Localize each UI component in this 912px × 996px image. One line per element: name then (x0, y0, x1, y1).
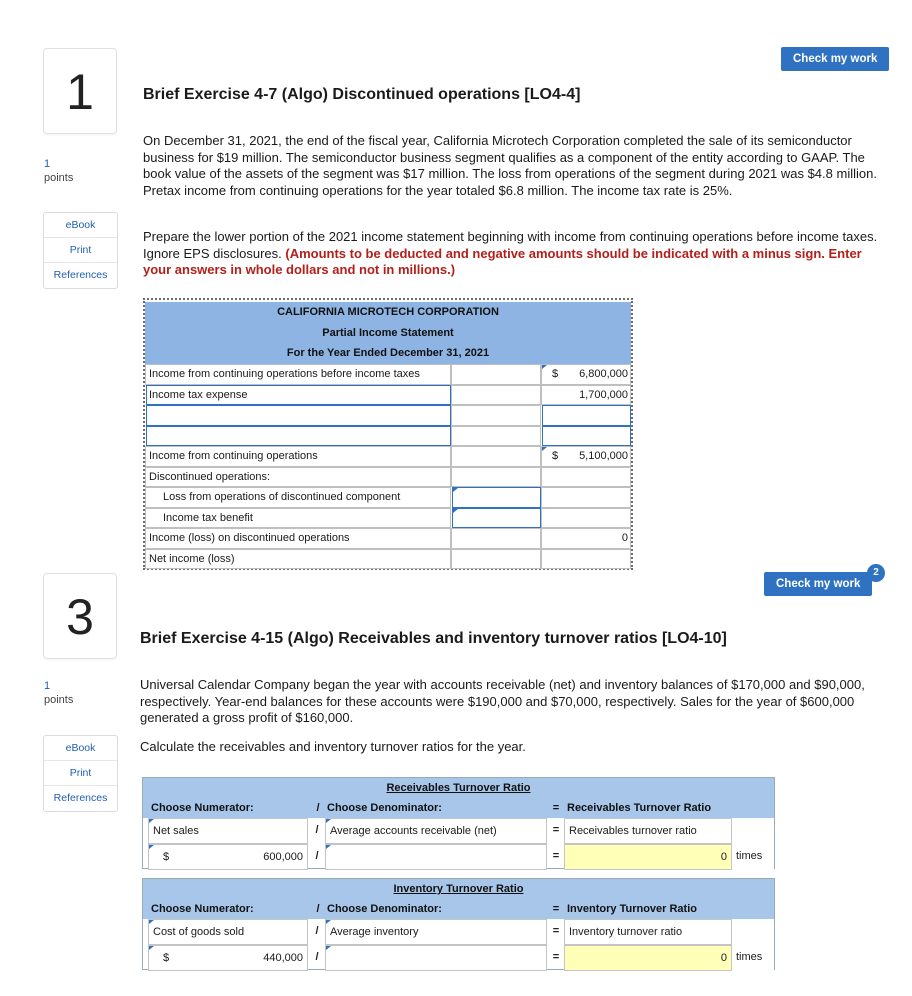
denominator-select[interactable]: Average accounts receivable (net) (325, 818, 547, 844)
amount-cell[interactable] (451, 426, 541, 447)
total-cell[interactable] (541, 549, 631, 570)
instructions (143, 229, 888, 279)
numerator-input[interactable] (148, 844, 308, 870)
denominator-header: Choose Denominator: (327, 798, 442, 818)
total-input[interactable] (542, 426, 631, 447)
cell-flag-icon (326, 946, 331, 950)
cell-flag-icon (542, 447, 547, 451)
cell-flag-icon (149, 845, 154, 849)
row-label: Income (loss) on discontinued operations (149, 532, 350, 544)
divide-symbol: / (315, 850, 319, 862)
equals-symbol: = (552, 951, 560, 963)
cell-flag-icon (453, 509, 458, 513)
numerator-select[interactable]: Cost of goods sold (148, 919, 308, 945)
row-label: Loss from operations of discontinued component (163, 491, 401, 503)
statement-company: CALIFORNIA MICROTECH CORPORATION (145, 302, 631, 323)
question-number: 1 (43, 48, 117, 134)
points-label: points (44, 172, 74, 184)
inventory-ratio-table (142, 878, 775, 970)
currency: $ (552, 450, 559, 462)
amount-input[interactable] (452, 487, 541, 508)
input-label-cell[interactable] (146, 405, 451, 426)
cell-flag-icon (326, 920, 331, 924)
question-number: 3 (43, 573, 117, 659)
numerator-select[interactable]: Net sales (148, 818, 308, 844)
instructions-text: Prepare the lower portion of the 2021 income statement beginning with income from continuing operations before income taxes. Ignore EPS disclosures. (143, 229, 878, 261)
print-link[interactable]: Print (44, 761, 117, 786)
receivables-ratio-table (142, 777, 775, 869)
cell-flag-icon (326, 819, 331, 823)
row-label: Net income (loss) (149, 552, 235, 565)
amount-cell (451, 528, 541, 549)
receivables-title: Receivables Turnover Ratio (386, 782, 531, 794)
ebook-link[interactable]: eBook (44, 213, 117, 238)
row-label: Income tax benefit (163, 511, 253, 524)
total-cell (541, 467, 631, 488)
ebook-link[interactable]: eBook (44, 736, 117, 761)
result-header: Inventory Turnover Ratio (567, 899, 697, 919)
points-value: 1 (44, 680, 51, 692)
amount-input[interactable] (452, 508, 541, 529)
instructions-note: (Amounts to be deducted and negative amounts should be indicated with a minus sign. Enter your answers in whole dollars and not in millions.) (143, 245, 862, 277)
inventory-title: Inventory Turnover Ratio (393, 883, 524, 895)
result-label: Receivables turnover ratio (564, 818, 732, 844)
references-link[interactable]: References (53, 269, 108, 281)
denominator-select[interactable]: Average inventory (325, 919, 547, 945)
divide-symbol: / (311, 798, 325, 818)
row-label: Income from continuing operations before income taxes (149, 368, 420, 380)
cell-flag-icon (542, 365, 547, 369)
divide-symbol: / (315, 824, 319, 836)
cell-flag-icon (149, 920, 154, 924)
equals-symbol: = (549, 798, 563, 818)
numerator-value: 600,000 (263, 851, 303, 863)
question-title: Brief Exercise 4-15 (Algo) Receivables and inventory turnover ratios [LO4-10] (140, 630, 727, 647)
resource-links (43, 212, 118, 289)
question-title: Brief Exercise 4-7 (Algo) Discontinued operations [LO4-4] (143, 86, 581, 103)
total-input[interactable] (542, 405, 631, 426)
table-title (143, 879, 774, 899)
pretax-income-value: 6,800,000 (579, 368, 628, 380)
equals-symbol: = (549, 899, 563, 919)
check-my-work-button[interactable]: Check my work (764, 572, 872, 596)
input-label-cell[interactable] (146, 426, 451, 447)
income-statement (143, 298, 633, 570)
ratio-answer: 0 (564, 945, 732, 971)
row-label: Discontinued operations: (149, 470, 271, 483)
result-label: Inventory turnover ratio (564, 919, 732, 945)
continuing-income-value: 5,100,000 (579, 450, 628, 462)
amount-cell[interactable] (451, 446, 541, 467)
currency: $ (552, 368, 559, 380)
denominator-input[interactable] (325, 945, 547, 971)
cell-flag-icon (326, 845, 331, 849)
row-label: Income from continuing operations (149, 450, 318, 462)
equals-symbol: = (552, 925, 560, 937)
currency: $ (163, 851, 170, 863)
cell-flag-icon (453, 488, 458, 492)
income-tax-value: 1,700,000 (579, 388, 628, 401)
numerator-value: 440,000 (263, 952, 303, 964)
row-label: Income tax expense (149, 388, 248, 401)
unit-label: times (732, 844, 774, 870)
amount-cell[interactable] (451, 364, 541, 385)
total-cell (541, 487, 631, 508)
resource-links (43, 735, 118, 812)
discontinued-total-value: 0 (621, 532, 628, 544)
cell-flag-icon (149, 819, 154, 823)
statement-period: For the Year Ended December 31, 2021 (145, 343, 631, 364)
divide-symbol: / (311, 899, 325, 919)
table-title (143, 778, 774, 798)
check-my-work-button[interactable]: Check my work (781, 47, 889, 71)
instructions: Calculate the receivables and inventory turnover ratios for the year. (140, 739, 526, 754)
equals-symbol: = (552, 850, 560, 862)
denominator-header: Choose Denominator: (327, 899, 442, 919)
numerator-header: Choose Numerator: (151, 899, 254, 919)
points-label: points (44, 694, 74, 706)
amount-cell (451, 467, 541, 488)
cell-flag-icon (149, 946, 154, 950)
ratio-answer: 0 (564, 844, 732, 870)
references-link[interactable]: References (53, 792, 108, 804)
points-value: 1 (44, 158, 51, 170)
statement-name: Partial Income Statement (145, 323, 631, 344)
amount-cell[interactable] (451, 405, 541, 426)
unit-label: times (732, 945, 774, 971)
currency: $ (163, 952, 170, 964)
denominator-input[interactable] (325, 844, 547, 870)
divide-symbol: / (315, 925, 319, 937)
question-text: On December 31, 2021, the end of the fiscal year, California Microtech Corporation completed the sale of its semiconductor business for $19 million. The semiconductor business segment qualifies as a component of the entity according to GAAP. The book value of the assets of the segment was $17 million. The loss from operations of the segment during 2021 was $4.8 million. Pretax income from continuing operations for the year totaled $6.8 million. The income tax rate is 25%. (143, 133, 877, 198)
numerator-input[interactable] (148, 945, 308, 971)
print-link[interactable]: Print (44, 238, 117, 263)
amount-cell (451, 549, 541, 570)
attempts-badge: 2 (867, 564, 885, 582)
total-cell (541, 508, 631, 529)
result-header: Receivables Turnover Ratio (567, 798, 711, 818)
equals-symbol: = (552, 824, 560, 836)
numerator-header: Choose Numerator: (151, 798, 254, 818)
amount-cell[interactable] (451, 385, 541, 406)
question-text: Universal Calendar Company began the year with accounts receivable (net) and inventory balances of $170,000 and $90,000, respectively. Year-end balances for these accounts were $190,000 and $70,000, respectively. Sales for the year of $600,000 generated a gross profit of $160,000. (140, 677, 865, 725)
divide-symbol: / (315, 951, 319, 963)
